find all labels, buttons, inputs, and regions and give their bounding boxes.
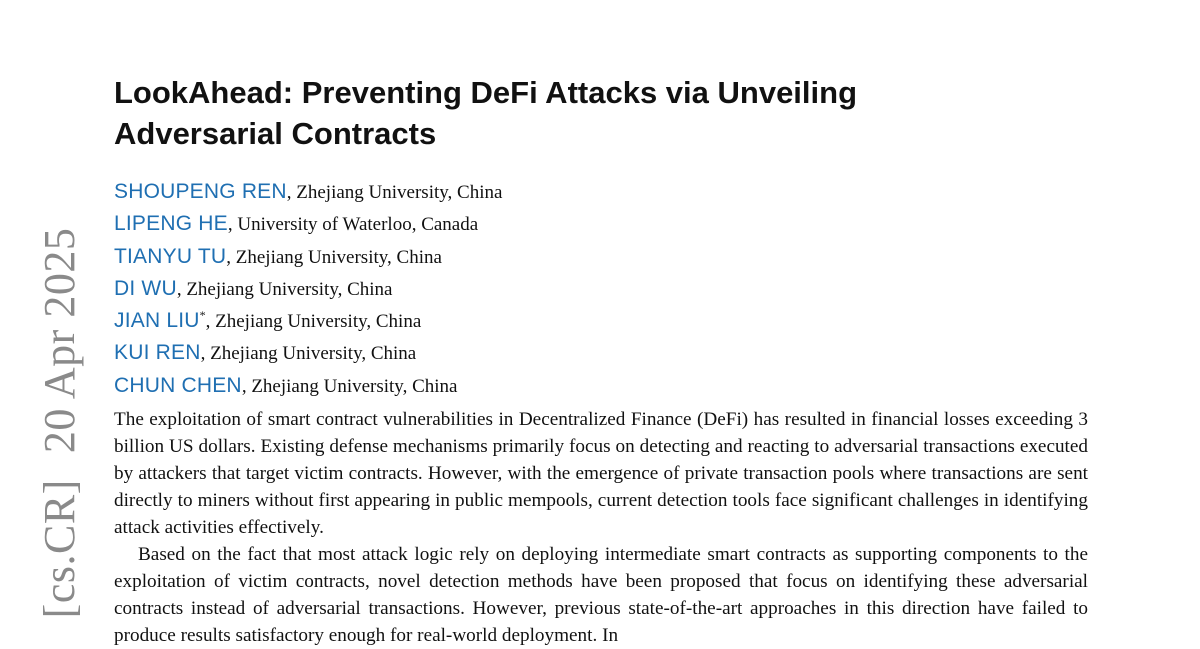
author-name[interactable]: SHOUPENG REN bbox=[114, 180, 287, 203]
author-entry bbox=[114, 170, 502, 202]
abstract-paragraph: Based on the fact that most attack logic rely on deploying intermediate smart contracts as supporting components to the exploitation of victim contracts, novel detection methods have been proposed that focus on identifying these adversarial contracts instead of adversarial transactions. However, previous state-of-the-art approaches in this direction have failed to produce results satisfactory enough for real-world deployment. In bbox=[114, 544, 1088, 646]
author-entry bbox=[114, 331, 502, 363]
author-affiliation: , Zhejiang University, China bbox=[176, 278, 393, 300]
author-name[interactable]: DI WU bbox=[114, 276, 177, 300]
paper-title: LookAhead: Preventing DeFi Attacks via Unveiling Adversarial Contracts bbox=[114, 75, 858, 151]
author-footnote-mark: * bbox=[199, 308, 206, 323]
author-name[interactable]: TIANYU TU bbox=[114, 244, 227, 268]
author-name[interactable]: KUI REN bbox=[114, 341, 201, 365]
author-list bbox=[114, 170, 502, 396]
abstract bbox=[114, 406, 1088, 649]
author-affiliation: , Zhejiang University, China bbox=[205, 311, 422, 333]
abstract-paragraph: The exploitation of smart contract vulnerabilities in Decentralized Finance (DeFi) has resulted in financial losses exceeding 3 billion US dollars. Existing defense mechanisms primarily focus on detecting and reacting to adversarial transactions executed by attackers that target victim contracts. However, with the emergence of private transaction pools where transactions are sent directly to miners without first appearing in public mempools, current detection tools face significant challenges in identifying attack activities effectively. bbox=[114, 409, 1088, 538]
author-affiliation: , Zhejiang University, China bbox=[200, 343, 417, 365]
author-name[interactable]: JIAN LIU bbox=[114, 309, 200, 333]
author-entry bbox=[114, 299, 502, 331]
author-affiliation: , Zhejiang University, China bbox=[226, 246, 442, 268]
author-name[interactable]: LIPENG HE bbox=[114, 212, 228, 236]
author-affiliation: , University of Waterloo, Canada bbox=[227, 214, 479, 236]
author-entry bbox=[114, 202, 502, 234]
author-name[interactable]: CHUN CHEN bbox=[114, 373, 242, 397]
arxiv-side-stamp bbox=[35, 227, 84, 619]
author-affiliation: , Zhejiang University, China bbox=[241, 375, 458, 397]
arxiv-date: 20 Apr 2025 bbox=[35, 227, 84, 454]
arxiv-category: [cs.CR] bbox=[35, 479, 84, 619]
author-entry bbox=[114, 364, 502, 396]
author-entry bbox=[114, 235, 502, 267]
author-affiliation: , Zhejiang University, China bbox=[286, 182, 503, 203]
author-entry bbox=[114, 267, 502, 299]
